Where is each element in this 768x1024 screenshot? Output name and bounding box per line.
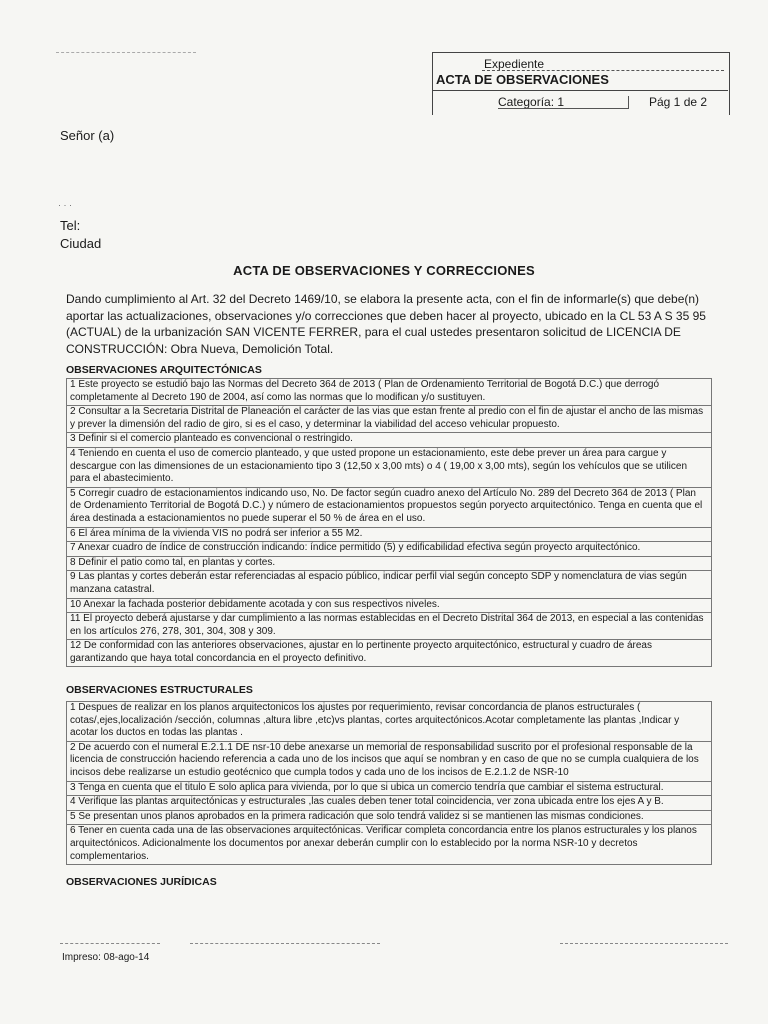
- printed-date: Impreso: 08-ago-14: [62, 952, 150, 963]
- section-title-estructurales: OBSERVACIONES ESTRUCTURALES: [66, 684, 253, 696]
- list-item: 1 Despues de realizar en los planos arquitectonicos los ajustes por requerimiento, revisar concordancia de planos estructurales ( cotas/,ejes,localización /sección, columnas ,altura libre ,etc)vs plantas, cortes arquitectónicos.Acotar completamente las plantas ,Indicar y acotar los ductos en todas las plantas .: [66, 701, 712, 741]
- intro-paragraph: Dando cumplimiento al Art. 32 del Decreto 1469/10, se elabora la presente acta, con el fin de informarle(s) que debe(n) aportar las actualizaciones, observaciones y/o correcciones que deben hacer al proyecto, ubicado en la CL 53 A S 35 95 (ACTUAL) de la urbanización SAN VICENTE FERRER, para el cual ustedes presentaron solicitud de LICENCIA DE CONSTRUCCIÓN: Obra Nueva, Demolición Total.: [66, 292, 706, 356]
- list-item: 7 Anexar cuadro de índice de construcción indicando: índice permitido (5) y edificabilidad efectiva según proyecto arquitectónico.: [66, 541, 712, 556]
- list-item: 10 Anexar la fachada posterior debidamente acotada y con sus respectivos niveles.: [66, 598, 712, 613]
- header-title: ACTA DE OBSERVACIONES: [436, 72, 609, 87]
- page-number: Pág 1 de 2: [649, 95, 708, 109]
- list-item: 2 De acuerdo con el numeral E.2.1.1 DE nsr-10 debe anexarse un memorial de responsabilidad suscrito por el profesional responsable de la licencia de construcción haciendo referencia a cada uno de los incisos que aquí se nombran y en caso de que no se cumpla cualquiera de los incisos debe realizarse un estudio geotécnico que cumpla todos y cada uno de los incisos de E.2.1.2 de NSR-10: [66, 741, 712, 781]
- list-item: 5 Corregir cuadro de estacionamientos indicando uso, No. De factor según cuadro anexo del Artículo No. 289 del Decreto 364 de 2013 ( Plan de Ordenamiento Territorial de Bogotá D.C.) y número de estacionamientos propuestos según poryecto arquitectónico. Tenga en cuenta que el área destinada a estacionamientos no puede superar el 50 % de área en el uso.: [66, 487, 712, 527]
- list-item: 6 El área mínima de la vivienda VIS no podrá ser inferior a 55 M2.: [66, 527, 712, 542]
- expediente-label: Expediente: [484, 57, 545, 71]
- list-item: 8 Definir el patio como tal, en plantas y cortes.: [66, 556, 712, 571]
- categoria-underline: [498, 108, 628, 109]
- header-divider: [432, 90, 728, 91]
- list-item: 12 De conformidad con las anteriores observaciones, ajustar en lo pertinente proyecto arquitectónico, estructural y cuadro de áreas garantizando que haya total concordancia en el proyecto definitivo.: [66, 639, 712, 667]
- list-item: 5 Se presentan unos planos aprobados en la primera radicación que solo tendrá validez si se mantienen las mismas condiciones.: [66, 810, 712, 825]
- list-item: 11 El proyecto deberá ajustarse y dar cumplimiento a las normas establecidas en el Decreto Distrital 364 de 2013, en especial a las contenidas en los artículos 276, 278, 301, 304, 308 y 309.: [66, 612, 712, 639]
- section-title-arquitectonicas: OBSERVACIONES ARQUITECTÓNICAS: [66, 364, 262, 376]
- redacted-mark: · · ·: [58, 200, 72, 210]
- footer-dashed-line: [190, 943, 380, 944]
- addressee-ciudad: Ciudad: [60, 236, 102, 251]
- list-item: 6 Tener en cuenta cada una de las observaciones arquitectónicas. Verificar completa concordancia entre los planos estructurales y los planos arquitectónicos. Adicionalmente los documentos por anexar deberán cumplir con lo establecido por la norma NSR-10 y decretos complementarios.: [66, 824, 712, 865]
- document-title: ACTA DE OBSERVACIONES Y CORRECCIONES: [233, 263, 535, 278]
- list-item: 4 Verifique las plantas arquitectónicas y estructurales ,las cuales deben tener total coincidencia, ver zona ubicada entre los ejes A y B.: [66, 795, 712, 810]
- observations-list-arquitectonicas: [66, 378, 712, 667]
- list-item: 9 Las plantas y cortes deberán estar referenciadas al espacio público, indicar perfil vial según concepto SDP y nomenclatura de vias según manzana catastral.: [66, 570, 712, 597]
- list-item: 2 Consultar a la Secretaria Distrital de Planeación el carácter de las vias que estan frente al predio con el fin de ajustar el ancho de las mismas y prever la dimensión del radio de giro, si es el caso, y determinar la viabilidad del acceso vehicular propuesto.: [66, 405, 712, 432]
- top-dashed-line: [56, 52, 196, 53]
- list-item: 3 Definir si el comercio planteado es convencional o restringido.: [66, 432, 712, 447]
- header-separator: [628, 96, 629, 109]
- list-item: 1 Este proyecto se estudió bajo las Normas del Decreto 364 de 2013 ( Plan de Ordenamiento Territorial de Bogotá D.C.) que derrogó completamente al Decreto 190 de 2004, así como las normas que lo modifican y/o sustituyen.: [66, 378, 712, 405]
- observations-list-estructurales: [66, 701, 712, 865]
- addressee-senor: Señor (a): [60, 128, 115, 143]
- list-item: 4 Teniendo en cuenta el uso de comercio planteado, y que usted propone un estacionamiento, este debe prever un área para cargue y descargue con las dimensiones de un estacionamiento tipo 3 (12,50 x 3,00 mts) o 4 ( 19,00 x 3,00 mts), según los vehículos que se utilicen para el abastecimiento.: [66, 447, 712, 487]
- addressee-tel: Tel:: [60, 218, 81, 233]
- categoria-label: Categoría: 1: [498, 95, 565, 109]
- footer-dashed-line: [560, 943, 728, 944]
- footer-dashed-line: [60, 943, 160, 944]
- section-title-juridicas: OBSERVACIONES JURÍDICAS: [66, 876, 217, 888]
- list-item: 3 Tenga en cuenta que el titulo E solo aplica para vivienda, por lo que si ubica un comercio tendría que cambiar el sistema estructural.: [66, 781, 712, 796]
- expediente-line: [482, 70, 724, 71]
